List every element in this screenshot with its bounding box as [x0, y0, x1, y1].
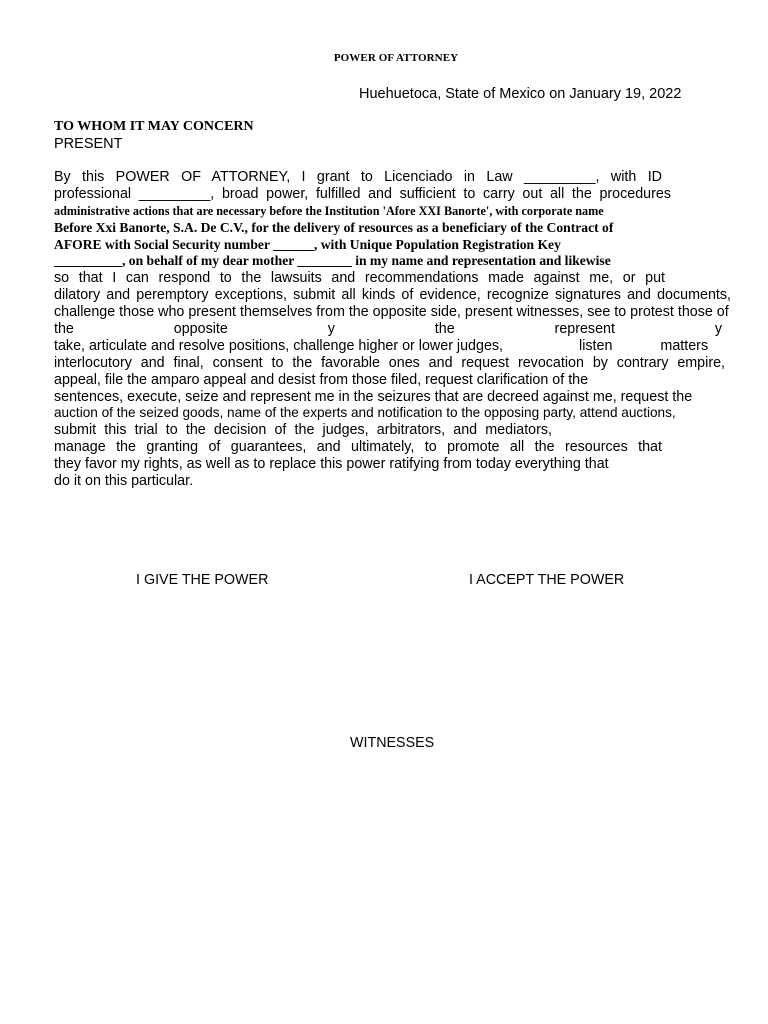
signature-accept-label: I ACCEPT THE POWER — [469, 572, 625, 588]
body-line: administrative actions that are necessary before the Institution 'Afore XXI Banorte', with corporate name — [54, 203, 604, 218]
body-line — [54, 338, 754, 355]
body-line-segment: listen — [579, 337, 613, 354]
document-title: POWER OF ATTORNEY — [333, 52, 459, 64]
body-line: professional _________, broad power, fulfilled and sufficient to carry out all the procedures — [54, 185, 671, 202]
place-and-date: Huehuetoca, State of Mexico on January 19, 2022 — [359, 86, 682, 102]
salutation: TO WHOM IT MAY CONCERN — [54, 119, 254, 134]
body-line: interlocutory and final, consent to the favorable ones and request revocation by contrary empire, — [54, 354, 725, 371]
body-line: the opposite y the represent y — [54, 321, 722, 338]
body-line: sentences, execute, seize and represent me in the seizures that are decreed against me, request the — [54, 388, 693, 405]
witnesses-label: WITNESSES — [350, 735, 435, 751]
present-label: PRESENT — [54, 136, 123, 152]
body-line: do it on this particular. — [54, 473, 194, 490]
body-line: AFORE with Social Security number ______, with Unique Population Registration Key — [54, 236, 561, 252]
body-line: Before Xxi Banorte, S.A. De C.V., for the delivery of resources as a beneficiary of the Contract of — [54, 219, 614, 235]
body-line: submit this trial to the decision of the judges, arbitrators, and mediators, — [54, 422, 552, 439]
body-line: manage the granting of guarantees, and ultimately, to promote all the resources that — [54, 439, 662, 456]
body-line-segment: take, articulate and resolve positions, challenge higher or lower judges, — [54, 337, 504, 354]
body-line: appeal, file the amparo appeal and desist from those filed, request clarification of the — [54, 371, 589, 388]
signature-give-label: I GIVE THE POWER — [136, 572, 269, 588]
body-line-segment: matters — [660, 337, 709, 354]
body-line: By this POWER OF ATTORNEY, I grant to Licenciado in Law _________, with ID — [54, 169, 662, 185]
body-line: dilatory and peremptory exceptions, submit all kinds of evidence, recognize signatures and documents, — [54, 287, 731, 304]
body-line: so that I can respond to the lawsuits and recommendations made against me, or put — [54, 270, 665, 287]
body-line: __________, on behalf of my dear mother ________ in my name and representation and likewise — [54, 253, 611, 269]
body-line: auction of the seized goods, name of the experts and notification to the opposing party, attend auctions, — [54, 405, 676, 421]
body-text — [54, 169, 754, 490]
body-line: they favor my rights, as well as to replace this power ratifying from today everything that — [54, 456, 609, 473]
body-line: challenge those who present themselves from the opposite side, present witnesses, see to protest those of — [54, 304, 729, 321]
